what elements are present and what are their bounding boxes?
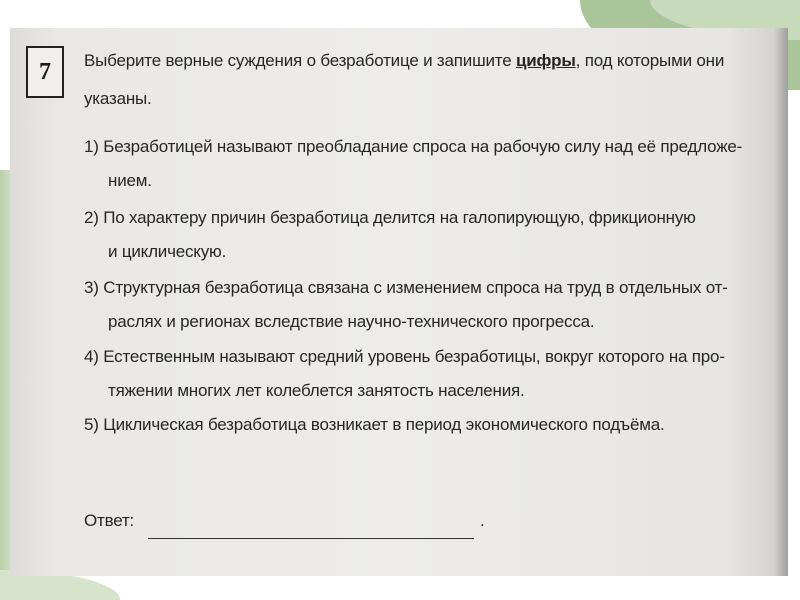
task-prompt-end: , под которыми они bbox=[575, 51, 725, 70]
answer-end-mark: . bbox=[480, 511, 485, 530]
statement-3-line-1: 3) Структурная безработица связана с изменением спроса на труд в отдельных от- bbox=[84, 278, 728, 297]
answer-input-line[interactable] bbox=[148, 538, 474, 539]
statement-4-line-1: 4) Естественным называют средний уровень безработицы, вокруг которого на про- bbox=[84, 347, 725, 366]
scanned-task-page bbox=[10, 28, 788, 576]
statement-4-line-2: тяжении многих лет колеблется занятость населения. bbox=[108, 381, 525, 400]
task-prompt-emphasis: цифры bbox=[515, 51, 576, 70]
task-number-box: 7 bbox=[26, 46, 64, 98]
statement-1-line-1: 1) Безработицей называют преобладание спроса на рабочую силу над её предложе- bbox=[84, 137, 743, 156]
statement-2-line-1: 2) По характеру причин безработица делится на галопирующую, фрикционную bbox=[84, 208, 696, 227]
statement-5-line-1: 5) Циклическая безработица возникает в период экономического подъёма. bbox=[84, 415, 665, 434]
statement-3-line-2: раслях и регионах вследствие научно-технического прогресса. bbox=[108, 312, 595, 331]
statement-2-line-2: и циклическую. bbox=[108, 242, 227, 261]
task-prompt-line-1 bbox=[84, 48, 724, 74]
statement-1-line-2: нием. bbox=[108, 171, 152, 190]
answer-label: Ответ: bbox=[84, 511, 135, 530]
task-prompt-start: Выберите верные суждения о безработице и запишите bbox=[84, 51, 516, 70]
page-edge-shadow bbox=[774, 28, 788, 576]
task-prompt-line-2: указаны. bbox=[84, 89, 152, 108]
